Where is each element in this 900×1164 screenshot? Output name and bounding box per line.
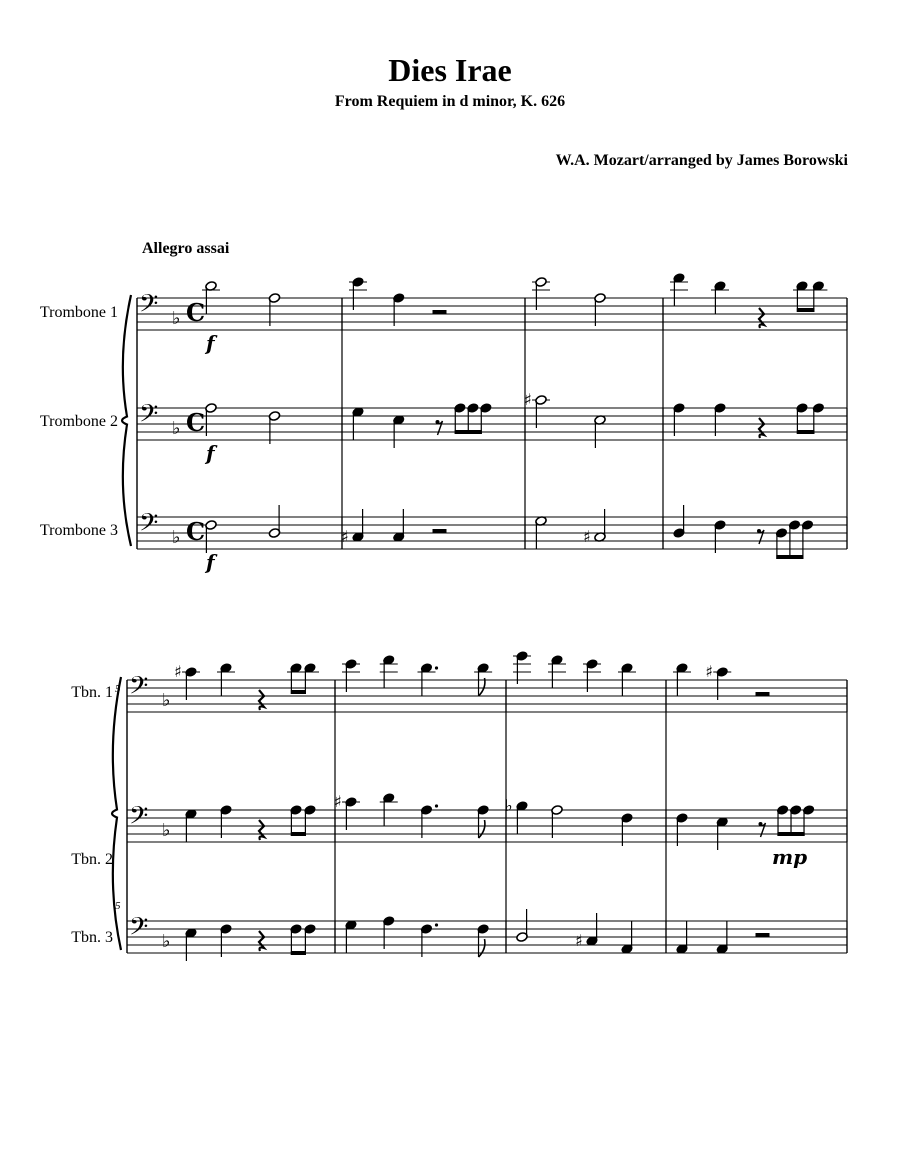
quarter-rest [759, 418, 764, 438]
instrument-name-trombone-1: Trombone 1 [39, 304, 118, 321]
flat-key-signature: ♭ [172, 527, 181, 548]
flat-key-signature: ♭ [162, 931, 171, 952]
instrument-short-name-trombone-3: Tbn. 3 [71, 929, 113, 946]
system-brace [122, 295, 131, 546]
time-signature: C [186, 408, 206, 437]
dynamic-marking: mp [772, 845, 808, 869]
half-rest [756, 692, 770, 696]
half-rest [433, 310, 447, 314]
bass-clef-icon: 𝄢 [139, 399, 159, 435]
bass-clef-icon: 𝄢 [129, 912, 149, 948]
flat-key-signature: ♭ [172, 418, 181, 439]
eighth-flag [479, 939, 485, 957]
time-signature: C [186, 517, 206, 546]
half-rest [756, 933, 770, 937]
sharp-accidental: ♯ [341, 527, 349, 546]
piece-subtitle: From Requiem in d minor, K. 626 [334, 93, 566, 110]
tempo-marking: Allegro assai [142, 240, 230, 257]
time-signature: C [186, 298, 206, 327]
quarter-rest [259, 820, 264, 840]
sharp-accidental: ♯ [524, 390, 532, 409]
sharp-accidental: ♯ [174, 662, 182, 681]
sharp-accidental: ♯ [583, 527, 591, 546]
bass-clef-icon: 𝄢 [139, 508, 159, 544]
quarter-rest [259, 931, 264, 951]
quarter-rest [759, 308, 764, 328]
half-rest [433, 529, 447, 533]
bass-clef-icon: 𝄢 [129, 801, 149, 837]
flat-key-signature: ♭ [162, 690, 171, 711]
instrument-name-trombone-2: Trombone 2 [39, 413, 118, 430]
sharp-accidental: ♯ [334, 792, 342, 811]
sharp-accidental: ♯ [575, 931, 583, 950]
instrument-short-name-trombone-2: Tbn. 2 [71, 851, 113, 868]
augmentation-dot [435, 923, 438, 926]
flat-accidental: ♭ [505, 796, 513, 815]
sharp-accidental: ♯ [705, 662, 713, 681]
dynamic-marking: f [206, 550, 215, 574]
measure-number-trombone-3: 5 [115, 900, 121, 912]
eighth-flag [479, 820, 485, 838]
system-brace [112, 677, 121, 950]
dynamic-marking: f [206, 441, 215, 465]
eighth-rest [437, 421, 443, 435]
instrument-name-trombone-3: Trombone 3 [39, 522, 118, 539]
eighth-rest [760, 823, 766, 837]
augmentation-dot [435, 666, 438, 669]
piece-title: Dies Irae [388, 52, 512, 88]
flat-key-signature: ♭ [162, 820, 171, 841]
eighth-flag [479, 678, 485, 696]
instrument-short-name-trombone-1: Tbn. 1 [71, 684, 113, 701]
eighth-rest [758, 530, 764, 544]
bass-clef-icon: 𝄢 [129, 671, 149, 707]
augmentation-dot [435, 804, 438, 807]
composer-credit: W.A. Mozart/arranged by James Borowski [555, 152, 848, 169]
bass-clef-icon: 𝄢 [139, 289, 159, 325]
flat-key-signature: ♭ [172, 308, 181, 329]
measure-number-system-2: 5 [115, 683, 121, 695]
quarter-rest [259, 690, 264, 710]
dynamic-marking: f [206, 331, 215, 355]
